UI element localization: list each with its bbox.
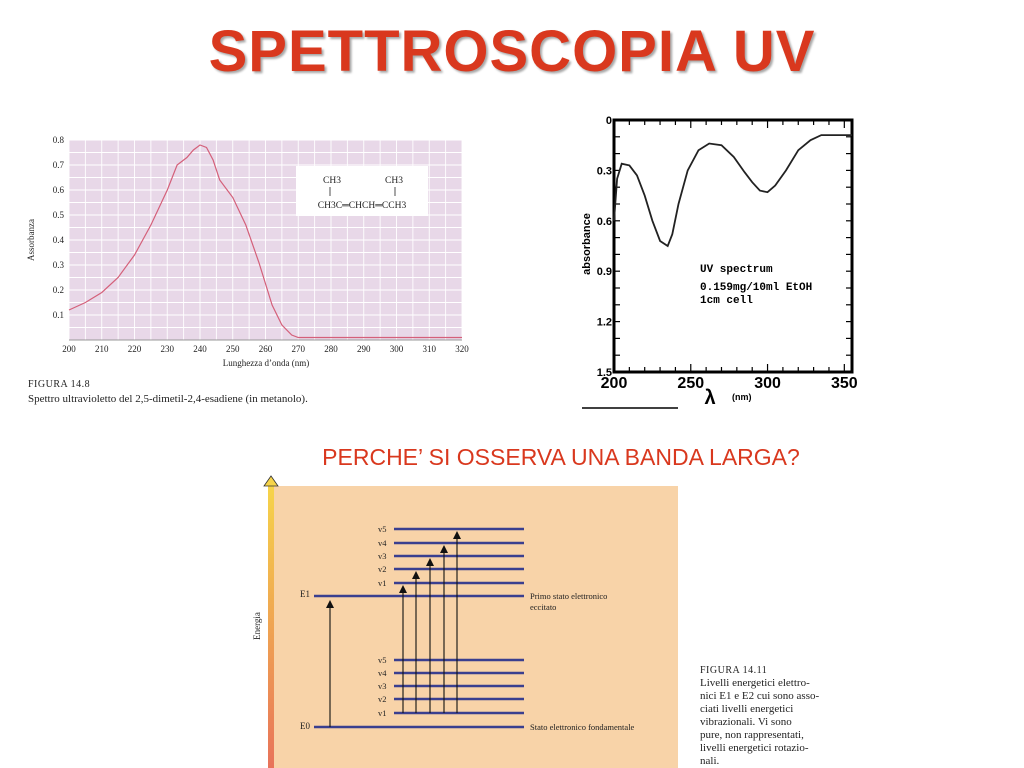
slide-title: SPETTROSCOPIA UV: [208, 19, 816, 84]
figure-14-8-absorbance-chart: [24, 130, 484, 410]
ground-state-text: Stato elettronico fondamentale: [530, 722, 635, 732]
scan-annotation-line3: 1cm cell: [700, 295, 753, 307]
ground-state-label: E0: [300, 721, 310, 731]
scan-x-tick-label: 250: [677, 375, 705, 392]
uv-spectrum-scan: [578, 112, 858, 410]
figure-14-8-caption: [28, 378, 488, 406]
x-tick-labels: [62, 344, 469, 354]
scan-annotation-line2: 0.159mg/10ml EtOH: [700, 282, 813, 294]
x-tick-label: 280: [324, 344, 338, 354]
vibrational-label: v4: [378, 538, 387, 548]
x-tick-label: 200: [62, 344, 76, 354]
caption-line: ciati livelli energetici: [700, 703, 794, 715]
scan-y-tick-label: 0: [605, 115, 612, 127]
vibrational-label: v5: [378, 655, 387, 665]
scan-annotation-line1: UV spectrum: [700, 264, 773, 276]
x-tick-label: 310: [422, 344, 436, 354]
x-tick-label: 220: [127, 344, 142, 354]
question-heading: PERCHE’ SI OSSERVA UNA BANDA LARGA?: [322, 444, 800, 470]
scan-y-axis-label: absorbance: [581, 213, 593, 275]
scan-x-tick-label: 350: [830, 375, 858, 392]
x-tick-label: 230: [160, 344, 174, 354]
y-tick-label: 0.6: [52, 185, 64, 195]
caption-line: livelli energetici rotazio-: [700, 742, 809, 754]
vibrational-label: v2: [378, 564, 387, 574]
y-axis-label: Assorbanza: [26, 219, 36, 261]
scan-x-tick-labels: [601, 375, 858, 392]
vibrational-label: v3: [378, 681, 387, 691]
y-tick-label: 0.4: [52, 235, 64, 245]
scan-x-tick-label: 300: [754, 375, 781, 392]
x-axis-label: Lunghezza d’onda (nm): [222, 358, 310, 368]
energy-arrow-head: [264, 476, 278, 486]
x-tick-label: 260: [258, 344, 273, 354]
molecule-methyl-left: CH3: [323, 176, 341, 186]
caption-line: nali.: [700, 755, 720, 767]
vibrational-label: v2: [378, 694, 387, 704]
x-tick-label: 210: [95, 344, 109, 354]
caption-line: Livelli energetici elettro-: [700, 677, 810, 689]
y-tick-label: 0.2: [52, 285, 64, 295]
excited-state-label: E1: [300, 589, 310, 599]
energy-arrow-bar: [268, 486, 274, 768]
caption-line: nici E1 e E2 cui sono asso-: [700, 690, 820, 702]
scan-y-tick-label: 1.2: [596, 316, 612, 329]
y-tick-labels: [53, 135, 65, 320]
x-tick-label: 240: [193, 344, 207, 354]
figure-14-8-description: Spettro ultravioletto del 2,5-dimetil-2,4-esadiene (in metanolo).: [28, 393, 308, 405]
scan-ticks: [614, 120, 852, 372]
x-tick-label: 300: [389, 344, 404, 354]
scan-y-tick-label: 0.3: [596, 165, 612, 178]
molecule-formula: CH3C═CHCH═CCH3: [317, 201, 407, 211]
scan-x-tick-label: 200: [600, 375, 628, 392]
scan-y-tick-label: 0.6: [596, 215, 612, 228]
y-tick-label: 0.7: [52, 160, 64, 170]
scan-lambda-symbol: λ: [704, 387, 716, 409]
figure-14-11-label: FIGURA 14.11: [700, 665, 768, 676]
figure-14-11-energy-diagram: [234, 472, 694, 768]
caption-line: vibrazionali. Vi sono: [700, 716, 792, 728]
excited-state-text-line2: eccitato: [530, 602, 557, 612]
scan-y-tick-labels: [597, 115, 612, 379]
y-tick-label: 0.3: [52, 260, 64, 270]
energy-axis-label: Energia: [252, 612, 262, 640]
scan-x-axis-unit: (nm): [732, 392, 752, 402]
x-tick-label: 290: [357, 344, 371, 354]
vibrational-label: v1: [378, 578, 387, 588]
x-tick-label: 270: [291, 344, 305, 354]
y-tick-label: 0.5: [52, 210, 64, 220]
scan-y-tick-label: 1.5: [596, 367, 612, 379]
excited-state-text-line1: Primo stato elettronico: [530, 591, 608, 601]
vibrational-label: v4: [378, 668, 387, 678]
molecule-methyl-right: CH3: [385, 176, 403, 186]
x-tick-label: 250: [226, 344, 240, 354]
scan-spectrum-curve: [614, 135, 852, 246]
scan-frame: [614, 120, 852, 372]
vibrational-label: v5: [378, 524, 387, 534]
scan-y-tick-label: 0.9: [596, 266, 612, 279]
caption-line: pure, non rappresentati,: [700, 729, 804, 741]
x-tick-label: 320: [455, 344, 469, 354]
figure-14-11-description: [700, 677, 840, 768]
y-tick-label: 0.8: [52, 135, 64, 145]
vibrational-label: v3: [378, 551, 387, 561]
figure-14-8-label: FIGURA 14.8: [28, 379, 91, 390]
figure-14-11-caption: [700, 664, 840, 768]
y-tick-label: 0.1: [52, 310, 64, 320]
vibrational-label: v1: [378, 708, 387, 718]
